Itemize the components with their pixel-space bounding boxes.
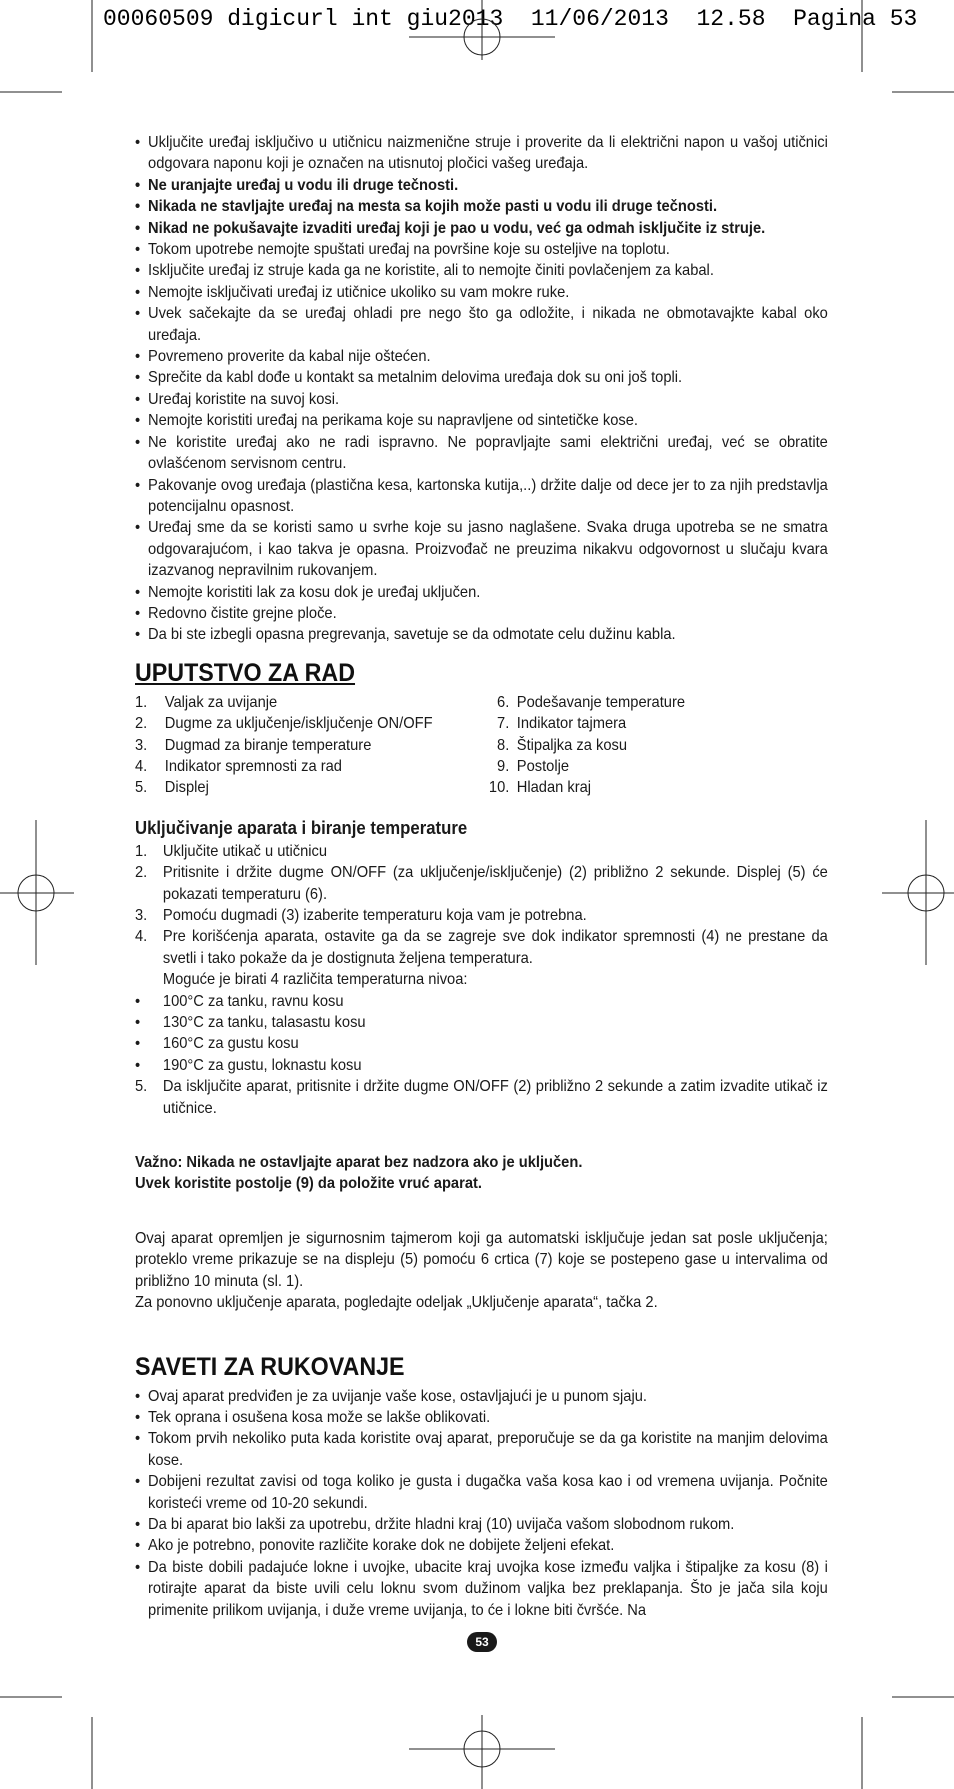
temperature-level: • 130°C za tanku, talasastu kosu xyxy=(135,1012,828,1033)
step-item: 5. Da isključite aparat, pritisnite i držite dugme ON/OFF (2) približno 2 sekunde a zatim izvadite utikač iz utičnice. xyxy=(135,1078,828,1117)
safety-list xyxy=(135,132,828,646)
restart-paragraph: Za ponovno uključenje aparata, pogledajte odeljak „Uključenje aparata“, tačka 2. xyxy=(135,1294,658,1312)
safety-item: • Pakovanje ovog uređaja (plastična kesa, kartonska kutija,..) držite dalje od dece jer to za njih predstavlja potencijalnu opasnost. xyxy=(135,475,828,518)
tip-item: • Tokom prvih nekoliko puta kada koristite ovaj aparat, preporučuje se da ga koristite na manjim delovima kose. xyxy=(135,1428,828,1471)
safety-item: • Nemojte koristiti lak za kosu dok je uređaj uključen. xyxy=(135,582,828,603)
steps-list xyxy=(135,841,828,969)
step-item: 1. Uključite utikač u utičnicu xyxy=(135,842,328,860)
safety-item: • Ne uranjajte uređaj u vodu ili druge tečnosti. xyxy=(135,175,828,196)
part-item: 10. Hladan kraj xyxy=(488,779,592,797)
part-item: 4. Indikator spremnosti za rad xyxy=(135,757,342,775)
temperature-level: • 160°C za gustu kosu xyxy=(135,1033,828,1054)
timer-paragraph: Ovaj aparat opremljen je sigurnosnim tajmerom koji ga automatski isključuje jedan sat posle uključenja; proteklo vreme prikazuje se na displeju (5) pomoću 6 crtica (7) koje se postepeno gase u intervalima od približno 10 minuta (sl. 1). xyxy=(135,1229,828,1290)
safety-item: • Povremeno proverite da kabal nije oštećen. xyxy=(135,346,828,367)
part-item: 9. Postolje xyxy=(497,757,570,775)
temperature-level: • 100°C za tanku, ravnu kosu xyxy=(135,991,828,1012)
step-item: 2. Pritisnite i držite dugme ON/OFF (za uključenje/isključenje) (2) približno 2 sekunde. Displej (5) će pokazati temperaturu (6). xyxy=(135,864,828,903)
tip-item: • Da biste dobili padajuće lokne i uvojke, ubacite kraj uvojka kose između valjka i štipaljke za kosu (8) i rotirajte aparat da biste uvili celu loknu svom dužinom valjka bez preklapanja. Što je jača sila koju primenite prilikom uvijanja, i duže vreme uvijanja, to će i lokne biti čvršće. Na xyxy=(135,1557,828,1621)
safety-item: • Isključite uređaj iz struje kada ga ne koristite, ali to nemojte činiti povlačenjem za kabal. xyxy=(135,260,828,281)
tip-item: • Tek oprana i osušena kosa može se lakše oblikovati. xyxy=(135,1407,828,1428)
register-circle xyxy=(908,875,944,911)
register-circle xyxy=(464,1731,500,1767)
important-note: Uvek koristite postolje (9) da položite vruć aparat. xyxy=(135,1175,482,1193)
switch-on-subheading: Uključivanje aparata i biranje temperature xyxy=(135,817,468,838)
page-number-badge: 53 xyxy=(467,1632,497,1652)
step-item: 4. Pre korišćenja aparata, ostavite ga da se zagreje sve dok indikator spremnosti (4) ne prestane da svetli i tako pokaže da je dostignuta željena temperatura. xyxy=(135,928,828,967)
part-item: 6. Podešavanje temperature xyxy=(497,693,686,711)
tips-heading: SAVETI ZA RUKOVANJE xyxy=(135,1352,405,1381)
temperature-level: • 190°C za gustu, loknastu kosu xyxy=(135,1055,828,1076)
tip-item: • Dobijeni rezultat zavisi od toga koliko je gusta i dugačka vaša kosa kao i od vremena uvijanja. Počnite koristeći vreme od 10-20 sekundi. xyxy=(135,1471,828,1514)
parts-column-left xyxy=(135,692,481,799)
part-item: 1. Valjak za uvijanje xyxy=(135,693,278,711)
safety-item: • Tokom upotrebe nemojte spuštati uređaj na površine koje su osteljive na toplotu. xyxy=(135,239,828,260)
temperature-levels xyxy=(135,991,828,1077)
safety-item: • Nemojte isključivati uređaj iz utičnice ukoliko su vam mokre ruke. xyxy=(135,282,828,303)
safety-item: • Da bi ste izbegli opasna pregrevanja, savetuje se da odmotate celu dužinu kabla. xyxy=(135,624,828,645)
parts-column-right xyxy=(481,692,827,799)
important-note: Važno: Nikada ne ostavljajte aparat bez nadzora ako je uključen. xyxy=(135,1154,583,1172)
safety-item: • Nikad ne pokušavajte izvaditi uređaj koji je pao u vodu, već ga odmah isključite iz struje. xyxy=(135,218,828,239)
step-item: 3. Pomoću dugmadi (3) izaberite temperaturu koja vam je potrebna. xyxy=(135,907,587,924)
print-slug: 00060509 digicurl int giu2013 11/06/2013 12.58 Pagina 53 xyxy=(103,6,918,32)
safety-item: • Redovno čistite grejne ploče. xyxy=(135,603,828,624)
main-content xyxy=(135,132,828,1621)
part-item: 2. Dugme za uključenje/isključenje ON/OFF xyxy=(135,715,433,733)
part-item: 8. Štipaljka za kosu xyxy=(497,736,628,754)
parts-list xyxy=(135,692,828,799)
part-item: 7. Indikator tajmera xyxy=(497,715,627,733)
safety-item: • Sprečite da kabl dođe u kontakt sa metalnim delovima uređaja dok su oni još topli. xyxy=(135,367,828,388)
safety-item: • Ne koristite uređaj ako ne radi ispravno. Ne popravljajte sami električni uređaj, već se obratite ovlašćenom servisnom centru. xyxy=(135,432,828,475)
register-circle xyxy=(18,875,54,911)
tip-item: • Ovaj aparat predviđen je za uvijanje vaše kose, ostavljajući je u punom sjaju. xyxy=(135,1386,828,1407)
safety-item: • Uređaj sme da se koristi samo u svrhe koje su jasno naglašene. Svaka druga upotreba se ne smatra odgovarajućom, i kao takva je opasna. Proizvođač ne preuzima nikakvu odgovornost u slučaju kvara izazvanog nepravilnim rukovanjem. xyxy=(135,517,828,581)
safety-item: • Uređaj koristite na suvoj kosi. xyxy=(135,389,828,410)
safety-item: • Uključite uređaj isključivo u utičnicu naizmenične struje i proverite da li električni napon u vašoj utičnici odgovara naponu koji je označen na utisnutoj pločici vašeg uređaja. xyxy=(135,132,828,175)
safety-item: • Nemojte koristiti uređaj na perikama koje su napravljene od sintetičke kose. xyxy=(135,410,828,431)
part-item: 3. Dugmad za biranje temperature xyxy=(135,736,372,754)
levels-note: Moguće je birati 4 različita temperaturna nivoa: xyxy=(162,971,468,989)
tips-list xyxy=(135,1386,828,1621)
part-item: 5. Displej xyxy=(135,779,209,797)
safety-item: • Uvek sačekajte da se uređaj ohladi pre nego što ga odložite, i nikada ne obmotavajkte kabal oko uređaja. xyxy=(135,303,828,346)
instructions-heading: UPUTSTVO ZA RAD xyxy=(135,658,356,687)
tip-item: • Da bi aparat bio lakši za upotrebu, držite hladni kraj (10) uvijača vašom slobodnom rukom. xyxy=(135,1514,828,1535)
safety-item: • Nikada ne stavljajte uređaj na mesta sa kojih može pasti u vodu ili druge tečnosti. xyxy=(135,196,828,217)
tip-item: • Ako je potrebno, ponovite različite korake dok ne dobijete željeni efekat. xyxy=(135,1535,828,1556)
steps-list-continued xyxy=(135,1076,828,1119)
